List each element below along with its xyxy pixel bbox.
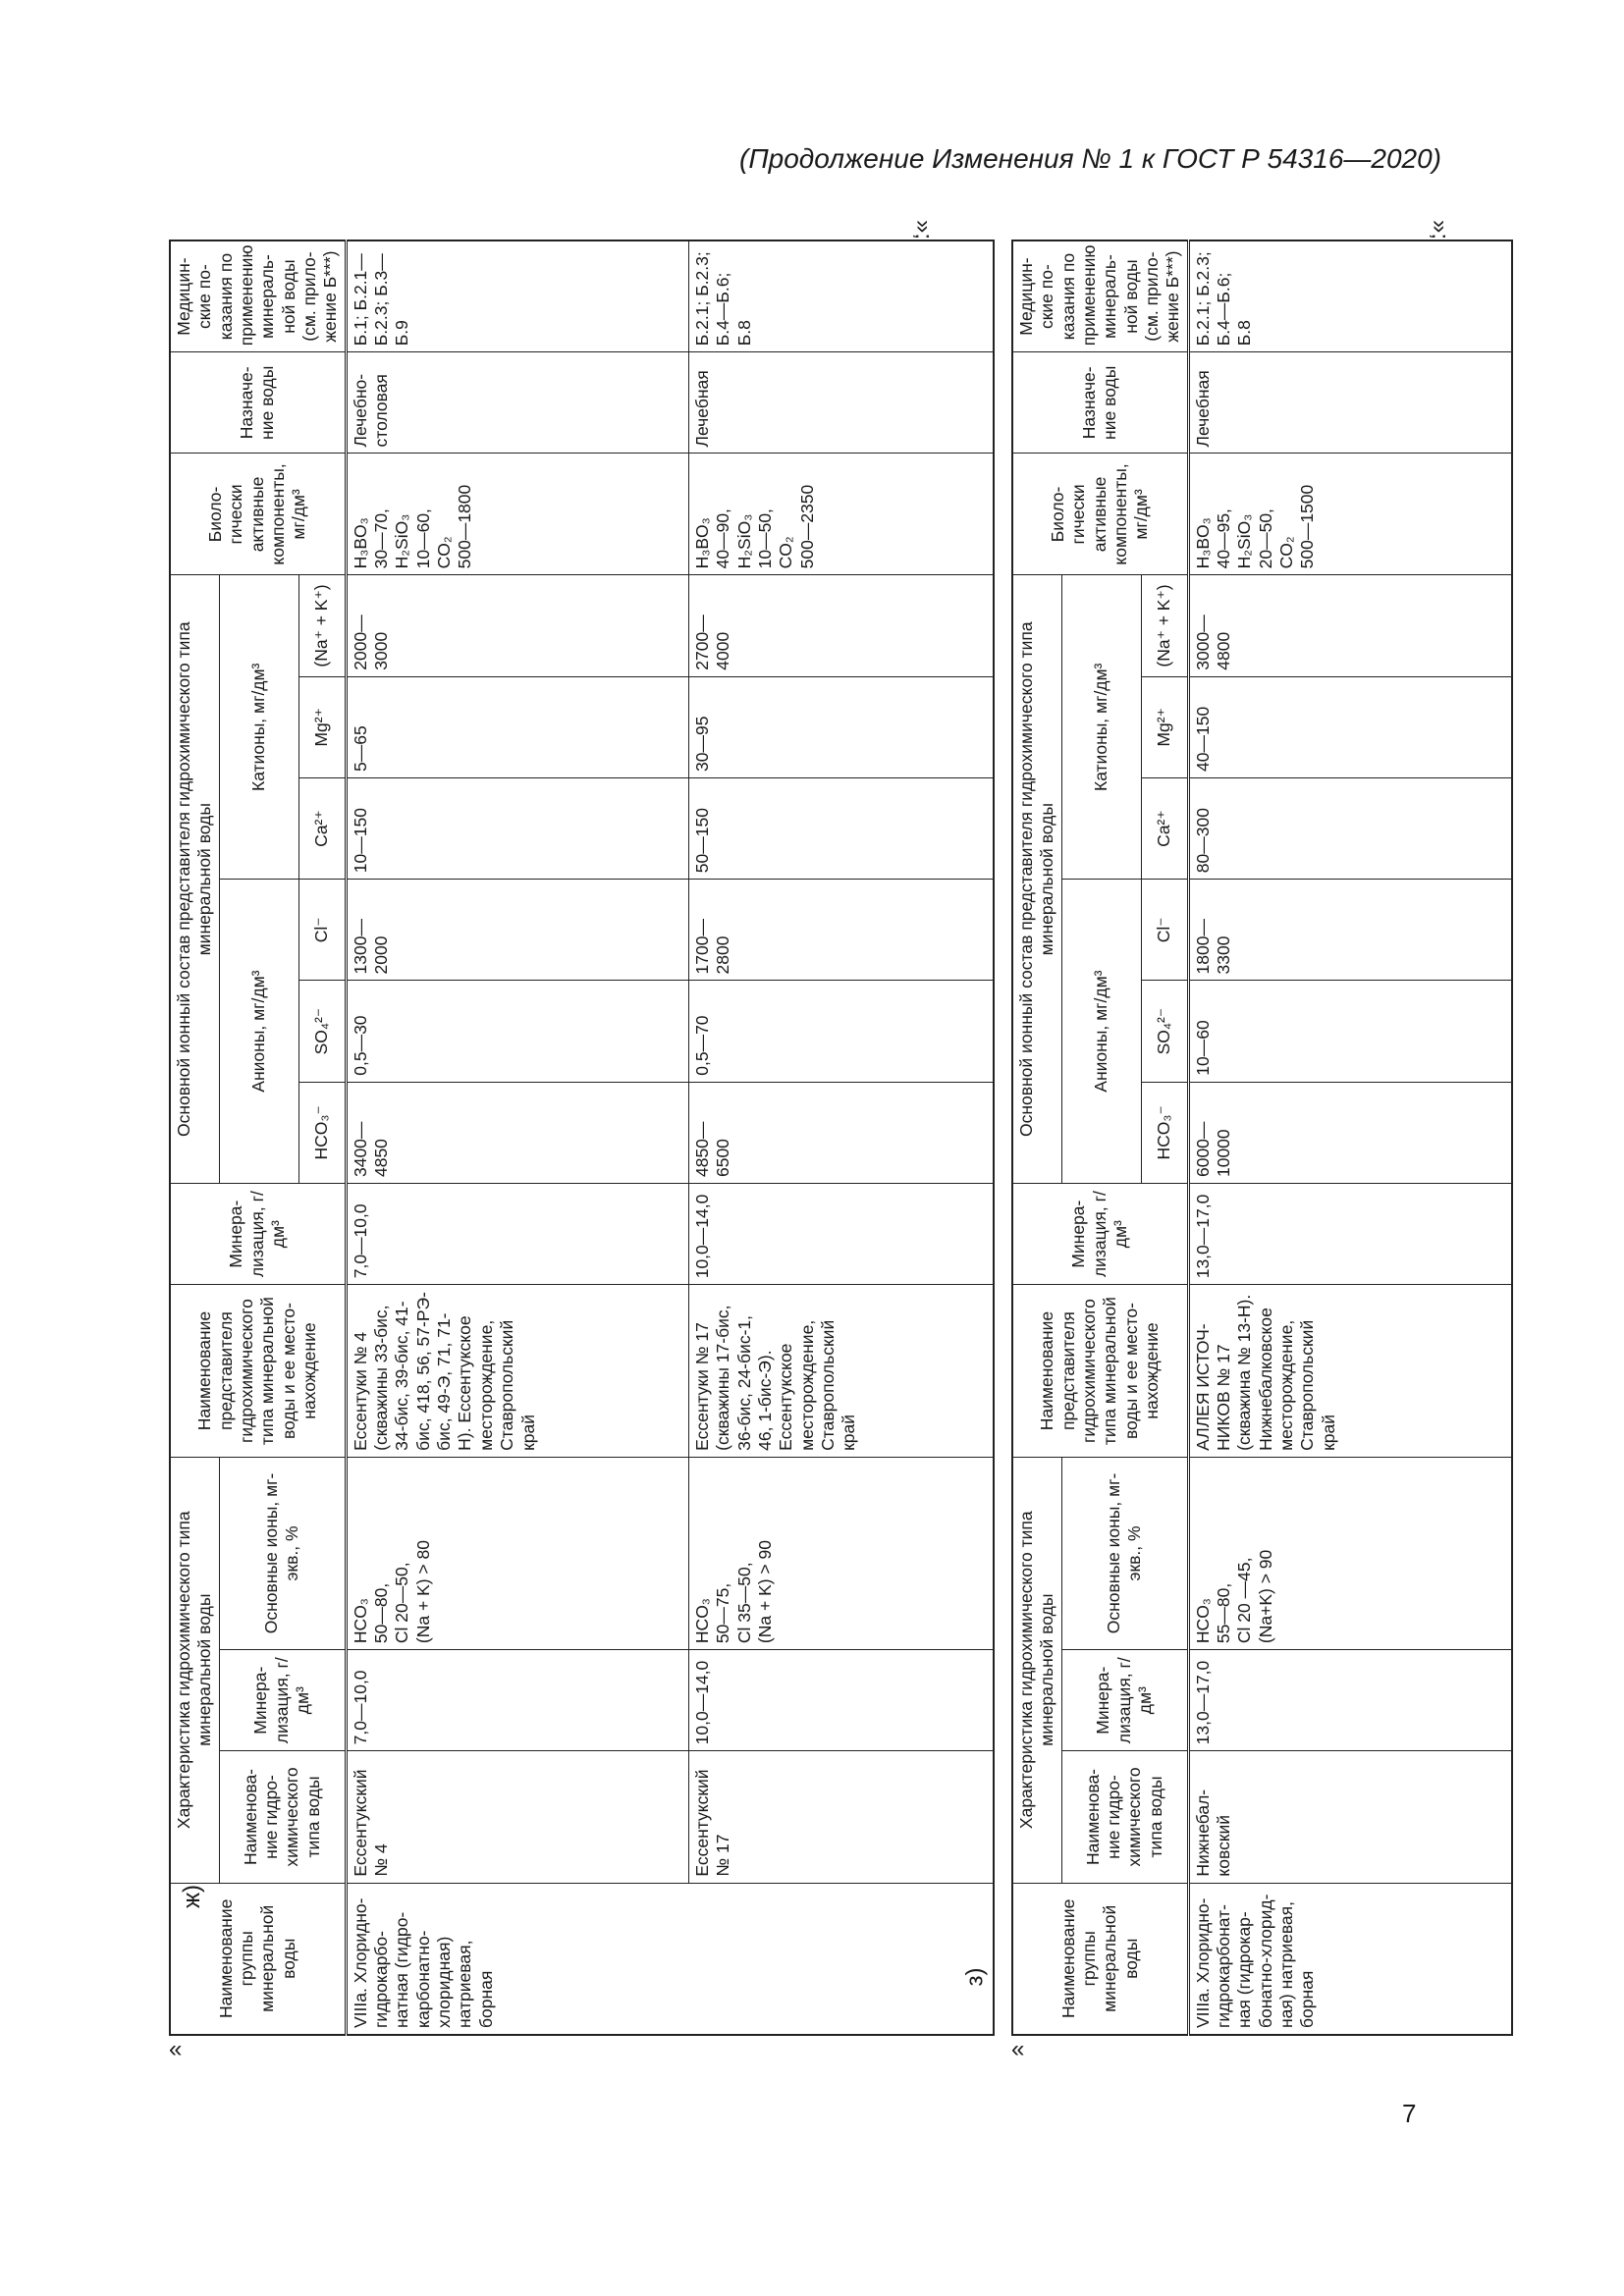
cell-medical: Б.1; Б.2.1—Б.2.3; Б.3—Б.9 — [346, 240, 688, 352]
section-z-label: з) — [961, 1967, 989, 1987]
table-row — [688, 240, 994, 2035]
cell-type-name: Ессентукский № 17 — [688, 1751, 994, 1883]
col-cations: Катионы, мг/дм³ — [1061, 575, 1142, 880]
col-mg: Mg²⁺ — [1142, 676, 1189, 777]
table-row — [346, 240, 688, 2035]
col-purpose: Назначение воды — [170, 352, 346, 454]
col-nak: (Na⁺ + K⁺) — [299, 575, 347, 676]
page-header: (Продолжение Изменения № 1 к ГОСТ Р 54316—2020) — [739, 143, 1441, 174]
cell-group: VIIIa. Хлоридно-гидрокарбонатная (гидрокарбонатно-хлоридная) натриевая, борная — [346, 1883, 994, 2035]
cell-mineralization: 13,0—17,0 — [1188, 1650, 1512, 1751]
col-bio: Биологически активные компоненты, мг/дм³ — [170, 454, 346, 575]
col-type-name: Наименование гидрохимического типа воды — [219, 1751, 346, 1883]
cell-ca: 10—150 — [346, 777, 688, 879]
cell-medical: Б.2.1; Б.2.3; Б.4—Б.6; Б.8 — [688, 240, 994, 352]
section-z-close-quote: »; — [1427, 219, 1454, 240]
cell-group: VIIIa. Хлоридно-гидрокарбонатная (гидрокарбонатно-хлоридная) натриевая, борная — [1188, 1883, 1512, 2035]
col-mg: Mg²⁺ — [299, 676, 347, 777]
cell-nak: 2000—3000 — [346, 575, 688, 676]
col-rep-name: Наименование представителя гидрохимического типа минеральной воды и ее местонахождение — [170, 1285, 346, 1458]
section-zh-open-quote: « — [169, 2036, 183, 2062]
cell-type-name: Ессентукский № 4 — [346, 1751, 688, 1883]
page-number: 7 — [1402, 2099, 1417, 2128]
col-cl: Cl⁻ — [299, 880, 347, 981]
col-char-type: Характеристика гидрохимического типа минеральной воды — [170, 1457, 219, 1883]
col-anions: Анионы, мг/дм³ — [1061, 880, 1142, 1184]
cell-type-name: Нижнебалковский — [1188, 1751, 1512, 1883]
col-type-name: Наименование гидрохимического типа воды — [1061, 1751, 1188, 1883]
col-main-ions: Основные ионы, мг-экв., % — [1061, 1457, 1188, 1649]
cell-so4: 10—60 — [1188, 981, 1512, 1082]
cell-hco3: 4850—6500 — [688, 1082, 994, 1183]
table-row — [1188, 240, 1512, 2035]
col-ion-composition: Основной ионный состав представителя гидрохимического типа минеральной воды — [1012, 575, 1061, 1184]
cell-hco3: 6000—10000 — [1188, 1082, 1512, 1183]
col-mineralization: Минерализация, г/дм³ — [1061, 1650, 1188, 1751]
col-group-name: Наименование группы минеральной воды — [1012, 1883, 1188, 2035]
cell-purpose: Лечебная — [688, 352, 994, 454]
cell-ca: 50—150 — [688, 777, 994, 879]
cell-medical: Б.2.1; Б.2.3; Б.4—Б.6; Б.8 — [1188, 240, 1512, 352]
cell-cl: 1800—3300 — [1188, 880, 1512, 981]
cell-mg: 5—65 — [346, 676, 688, 777]
col-rep-mineralization: Минерализация, г/дм³ — [1012, 1184, 1188, 1285]
cell-so4: 0,5—70 — [688, 981, 994, 1082]
section-zh-label: ж) — [179, 1884, 206, 1909]
col-ion-composition: Основной ионный состав представителя гидрохимического типа минеральной воды — [170, 575, 219, 1184]
col-cations: Катионы, мг/дм³ — [219, 575, 299, 880]
col-main-ions: Основные ионы, мг-экв., % — [219, 1457, 346, 1649]
col-ca: Ca²⁺ — [1142, 777, 1189, 879]
section-zh-close-quote: »; — [910, 219, 938, 240]
cell-mg: 40—150 — [1188, 676, 1512, 777]
col-hco3: HCO₃⁻ — [299, 1082, 347, 1183]
cell-so4: 0,5—30 — [346, 981, 688, 1082]
cell-rep: Ессентуки № 4 (скважины 33-бис, 34-бис, 39-бис, 41-бис, 418, 56, 57-РЭ-бис, 49-Э, 71, 71-Н). Ессентукское месторождение, Ставропольский край — [346, 1285, 688, 1458]
col-medical: Медицинские показания по применению минеральной воды (см. приложение Б***) — [1012, 240, 1188, 352]
col-medical: Медицинские показания по применению минеральной воды (см. приложение Б***) — [170, 240, 346, 352]
col-cl: Cl⁻ — [1142, 880, 1189, 981]
cell-main-ions: HCO₃ 50—80, Cl 20—50, (Na + K) > 80 — [346, 1457, 688, 1649]
cell-main-ions: HCO₃ 55—80, Cl 20 —45, (Na+K) > 90 — [1188, 1457, 1512, 1649]
section-z-open-quote: « — [1011, 2036, 1025, 2062]
cell-ca: 80—300 — [1188, 777, 1512, 879]
col-so4: SO₄²⁻ — [1142, 981, 1189, 1082]
cell-mineralization: 10,0—14,0 — [688, 1650, 994, 1751]
cell-purpose: Лечебная — [1188, 352, 1512, 454]
cell-nak: 2700—4000 — [688, 575, 994, 676]
col-purpose: Назначение воды — [1012, 352, 1188, 454]
col-char-type: Характеристика гидрохимического типа минеральной воды — [1012, 1457, 1061, 1883]
cell-bio: H₃BO₃ 30—70, H₂SiO₃ 10—60, CO₂ 500—1800 — [346, 454, 688, 575]
table-z-wrapper — [1011, 240, 1443, 2036]
cell-bio: H₃BO₃ 40—95, H₂SiO₃ 20—50, CO₂ 500—1500 — [1188, 454, 1512, 575]
cell-hco3: 3400—4850 — [346, 1082, 688, 1183]
cell-rep: АЛЛЕЯ ИСТОЧНИКОВ № 17 (скважина № 13-Н). Нижнебалковское месторождение, Ставропольский край — [1188, 1285, 1512, 1458]
cell-nak: 3000—4800 — [1188, 575, 1512, 676]
col-rep-name: Наименование представителя гидрохимического типа минеральной воды и ее местонахождение — [1012, 1285, 1188, 1458]
cell-cl: 1700—2800 — [688, 880, 994, 981]
cell-rep-mineralization: 7,0—10,0 — [346, 1184, 688, 1285]
col-hco3: HCO₃⁻ — [1142, 1082, 1189, 1183]
col-group-name: Наименование группы минеральной воды — [170, 1883, 346, 2035]
table-zh — [169, 240, 995, 2036]
cell-purpose: Лечебно-столовая — [346, 352, 688, 454]
cell-rep: Ессентуки № 17 (скважины 17-бис, 36-бис, 24-бис-1, 46, 1-бис-Э). Ессентукское месторождение, Ставропольский край — [688, 1285, 994, 1458]
col-rep-mineralization: Минерализация, г/дм³ — [170, 1184, 346, 1285]
cell-mineralization: 7,0—10,0 — [346, 1650, 688, 1751]
col-so4: SO₄²⁻ — [299, 981, 347, 1082]
cell-rep-mineralization: 13,0—17,0 — [1188, 1184, 1512, 1285]
cell-cl: 1300—2000 — [346, 880, 688, 981]
col-nak: (Na⁺ + K⁺) — [1142, 575, 1189, 676]
cell-bio: H₃BO₃ 40—90, H₂SiO₃ 10—50, CO₂ 500—2350 — [688, 454, 994, 575]
cell-mg: 30—95 — [688, 676, 994, 777]
cell-main-ions: HCO₃ 50—75, Cl 35—50, (Na + K) > 90 — [688, 1457, 994, 1649]
col-ca: Ca²⁺ — [299, 777, 347, 879]
col-anions: Анионы, мг/дм³ — [219, 880, 299, 1184]
table-zh-wrapper — [169, 240, 925, 2036]
cell-rep-mineralization: 10,0—14,0 — [688, 1184, 994, 1285]
col-mineralization: Минерализация, г/дм³ — [219, 1650, 346, 1751]
table-z — [1011, 240, 1513, 2036]
col-bio: Биологически активные компоненты, мг/дм³ — [1012, 454, 1188, 575]
